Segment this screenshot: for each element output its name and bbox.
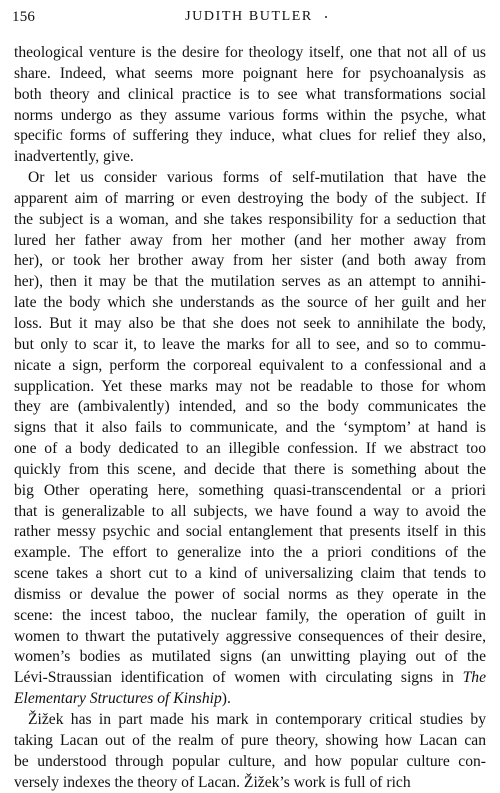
text-line: one of a body dedicated to an illegible confession. If we abstract too — [14, 440, 486, 458]
text-line: versely indexes the theory of Lacan. Žižek’s work is full of rich — [14, 773, 411, 791]
text-line: that is generalizable to all subjects, we have found a way to avoid the — [14, 502, 486, 520]
text-line: dismiss or devalue the power of social norms as they operate in the — [14, 585, 486, 603]
text-line: nicate a sign, perform the corporeal equivalent to a confessional and a — [14, 356, 486, 374]
text-line: both theory and clinical practice is to see what transformations social — [14, 85, 486, 103]
body-text — [14, 43, 486, 793]
text-line: quickly from this scene, and decide that there is something about the — [14, 460, 486, 478]
text-line: inadvertently, give. — [14, 148, 134, 166]
text-line: women’s bodies as mutilated signs (an unwitting playing out of the — [14, 648, 486, 666]
text-line: Or let us consider various forms of self-mutilation that have the — [28, 169, 486, 187]
text-line: her), or took her brother away from her sister (and both away from — [14, 252, 486, 270]
text-line: rather messy psychic and social entanglement that presents itself in this — [14, 523, 486, 541]
text-line: be understood through popular culture, and how popular culture con- — [14, 752, 486, 770]
text-line: her), then it may be that the mutilation serves as an attempt to annihi- — [14, 273, 486, 291]
text-line: the subject is a woman, and she takes responsibility for a seduction that — [14, 210, 486, 228]
page-number: 156 — [12, 9, 36, 25]
print-speck — [325, 16, 327, 18]
book-title-fragment: Elementary Structures of Kinship — [14, 690, 222, 708]
text-line: Žižek has in part made his mark in contemporary critical studies by — [28, 711, 486, 728]
text-line: share. Indeed, what seems more poignant here for psychoanalysis as — [14, 64, 486, 82]
running-head — [12, 9, 486, 29]
paragraph — [14, 168, 486, 710]
text-line: supplication. Yet these marks may not be readable to those for whom — [14, 377, 486, 395]
text-line: signs that it also fails to communicate, and the ‘symptom’ at hand is — [14, 419, 486, 437]
text-line: scene takes a short cut to a kind of universalizing claim that tends to — [14, 565, 486, 583]
text-line: norms undergo as they assume various forms within the psyche, what — [14, 106, 486, 124]
text-line: scene: the incest taboo, the nuclear family, the operation of guilt in — [14, 606, 486, 624]
text-line: apparent aim of marring or even destroying the body of the subject. If — [14, 189, 486, 207]
text-line: taking Lacan out of the realm of pure theory, showing how Lacan can — [14, 731, 486, 749]
paragraph — [14, 43, 486, 168]
text-line: women to thwart the putatively aggressive consequences of their desire, — [14, 627, 486, 645]
text-line: specific forms of suffering they induce, what clues for relief they also, — [14, 127, 486, 145]
text-line: they are (ambivalently) intended, and so the body communicates the — [14, 398, 486, 416]
paragraph — [14, 710, 486, 793]
text-line: Lévi-Straussian identification of women with circulating signs in The — [14, 669, 486, 687]
running-head-author: JUDITH BUTLER — [185, 9, 313, 24]
text-line: late the body which she understands as the source of her guilt and her — [14, 294, 486, 312]
text-line: lured her father away from her mother (and her mother away from — [14, 231, 486, 249]
book-title-fragment: The — [462, 669, 486, 687]
text-line: example. The effort to generalize into the a priori conditions of the — [14, 544, 486, 562]
text-line: loss. But it may also be that she does not seek to annihilate the body, — [14, 314, 486, 332]
text-line: big Other operating here, something quasi-transcendental or a priori — [14, 481, 486, 499]
text-line: theological venture is the desire for theology itself, one that not all of us — [14, 44, 486, 61]
text-line: Elementary Structures of Kinship). — [14, 690, 231, 708]
text-line: but only to scar it, to leave the marks for all to see, and so to commu- — [14, 335, 486, 353]
